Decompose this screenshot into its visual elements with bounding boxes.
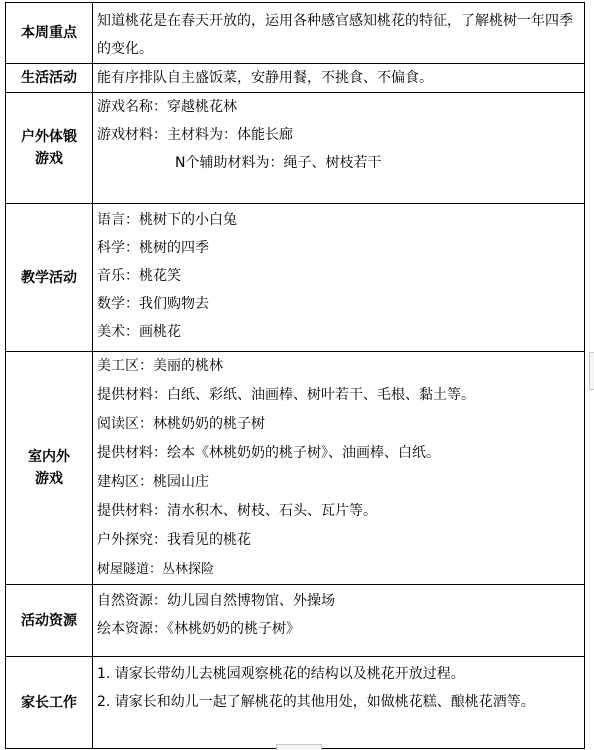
bottom-scroll-handle[interactable] <box>276 744 322 750</box>
row-resources <box>6 585 585 657</box>
header-weekly-focus: 本周重点 <box>6 3 93 64</box>
row-teaching <box>6 204 585 352</box>
row-parent-work <box>6 657 585 749</box>
header-resources: 活动资源 <box>6 585 93 657</box>
resources-line-2: 绘本资源：《林桃奶奶的桃子树》 <box>97 621 300 637</box>
parent-work-text <box>93 657 585 749</box>
row-weekly-focus <box>6 3 585 64</box>
games-line-1: 美工区：美丽的桃林 <box>97 358 223 374</box>
header-outdoor-line-1: 户外体锻 <box>21 129 77 145</box>
weekly-focus-line: 知道桃花是在春天开放的，运用各种感官感知桃花的特征，了解桃树一年四季的变化。 <box>97 13 573 57</box>
games-line-3: 阅读区：林桃奶奶的桃子树 <box>97 416 265 432</box>
weekly-plan-table <box>5 2 585 749</box>
resources-text <box>93 585 585 657</box>
games-line-2: 提供材料：白纸、彩纸、油画棒、树叶若干、毛根、黏土等。 <box>97 387 475 403</box>
outdoor-line-1: 游戏名称：穿越桃花林 <box>97 99 237 115</box>
header-indoor-line-2: 游戏 <box>35 471 63 487</box>
teaching-line-4: 数学：我们购物去 <box>97 296 209 312</box>
header-indoor-outdoor <box>6 352 93 585</box>
outdoor-line-3: N个辅助材料为：绳子、树枝若干 <box>175 155 382 171</box>
teaching-line-1: 语言：桃树下的小白兔 <box>97 212 237 228</box>
header-daily-life: 生活活动 <box>6 64 93 93</box>
games-line-5: 建构区：桃园山庄 <box>97 474 209 490</box>
header-outdoor-line-2: 游戏 <box>35 151 63 167</box>
header-teaching: 教学活动 <box>6 204 93 352</box>
header-indoor-line-1: 室内外 <box>28 449 70 465</box>
games-line-7: 户外探究：我看见的桃花 <box>97 532 251 548</box>
header-parent-work: 家长工作 <box>6 657 93 749</box>
outdoor-exercise-text <box>93 93 585 204</box>
parent-work-line-2: 2. 请家长和幼儿一起了解桃花的其他用处，如做桃花糕、酿桃花酒等。 <box>97 694 535 710</box>
teaching-line-5: 美术：画桃花 <box>97 324 181 340</box>
header-outdoor-exercise <box>6 93 93 204</box>
games-line-4: 提供材料：绘本《林桃奶奶的桃子树》、油画棒、白纸。 <box>97 445 440 461</box>
outdoor-line-2: 游戏材料：主材料为：体能长廊 <box>97 127 293 143</box>
resources-line-1: 自然资源：幼儿园自然博物馆、外操场 <box>97 593 335 609</box>
teaching-text <box>93 204 585 352</box>
daily-life-line: 能有序排队自主盛饭菜，安静用餐，不挑食、不偏食。 <box>97 70 433 86</box>
teaching-line-3: 音乐：桃花笑 <box>97 268 181 284</box>
row-daily-life <box>6 64 585 93</box>
weekly-focus-text <box>93 3 585 64</box>
games-line-6: 提供材料：清水积木、树枝、石头、瓦片等。 <box>97 503 377 519</box>
games-line-8: 树屋隧道：丛林探险 <box>97 562 215 577</box>
side-scroll-handle[interactable] <box>589 352 594 390</box>
teaching-line-2: 科学：桃树的四季 <box>97 240 209 256</box>
row-indoor-outdoor-games <box>6 352 585 585</box>
parent-work-line-1: 1. 请家长带幼儿去桃园观察桃花的结构以及桃花开放过程。 <box>97 666 465 682</box>
indoor-outdoor-text <box>93 352 585 585</box>
row-outdoor-exercise <box>6 93 585 204</box>
daily-life-text <box>93 64 585 93</box>
